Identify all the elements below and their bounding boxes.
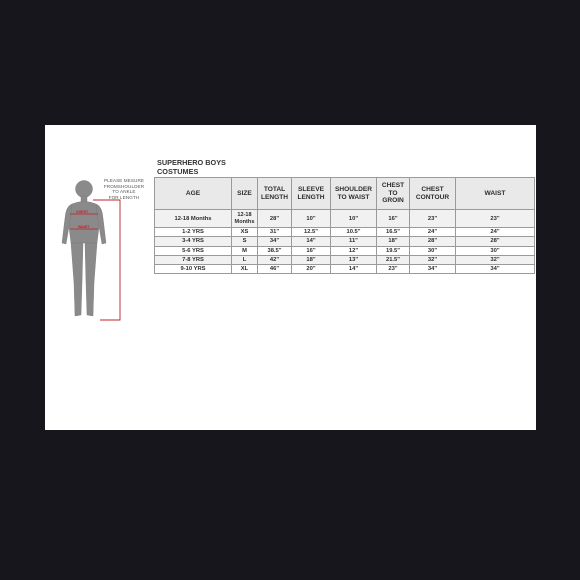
- header-cell-shoulder-to-waist: SHOULDER TO WAIST: [331, 178, 377, 210]
- table-cell: S: [232, 237, 258, 246]
- table-cell: 30": [410, 246, 456, 255]
- table-cell: 30": [456, 246, 535, 255]
- header-cell-size: SIZE: [232, 178, 258, 210]
- header-cell-chest-to-groin: CHEST TO GROIN: [377, 178, 410, 210]
- table-cell: 18": [377, 237, 410, 246]
- table-cell: M: [232, 246, 258, 255]
- header-row: [155, 178, 535, 210]
- table-cell: 42": [258, 255, 292, 264]
- table-cell: 5-6 YRS: [155, 246, 232, 255]
- table-cell: 12": [331, 246, 377, 255]
- table-row: [155, 228, 535, 237]
- header-cell-age: AGE: [155, 178, 232, 210]
- chart-title-line: COSTUMES: [157, 167, 199, 176]
- table-cell: XL: [232, 265, 258, 274]
- table-cell: 11": [331, 237, 377, 246]
- figure-right-leg: [85, 243, 97, 316]
- chest-label: CHEST: [76, 210, 89, 214]
- table-cell: 21.5": [377, 255, 410, 264]
- table-row: [155, 246, 535, 255]
- table-cell: 10": [331, 210, 377, 228]
- table-cell: 23": [410, 210, 456, 228]
- table-cell: 19.5": [377, 246, 410, 255]
- table-cell: 9-10 YRS: [155, 265, 232, 274]
- table-cell: 24": [410, 228, 456, 237]
- table-cell: XS: [232, 228, 258, 237]
- figure-left-leg: [71, 243, 83, 316]
- table-row: [155, 237, 535, 246]
- chart-title-line: SUPERHERO BOYS: [157, 158, 226, 167]
- table-cell: 16": [377, 210, 410, 228]
- table-cell: 12-18 Months: [232, 210, 258, 228]
- table-cell: 18": [292, 255, 331, 264]
- measure-note: [93, 178, 155, 200]
- table-cell: 24": [456, 228, 535, 237]
- table-cell: 3-4 YRS: [155, 237, 232, 246]
- table-cell: 38.5": [258, 246, 292, 255]
- figure-neck: [81, 196, 87, 202]
- table-cell: 28": [456, 237, 535, 246]
- table-cell: 1-2 YRS: [155, 228, 232, 237]
- table-cell: 20": [292, 265, 331, 274]
- header-cell-sleeve-length: SLEEVE LENGTH: [292, 178, 331, 210]
- table-row: [155, 210, 535, 228]
- table-cell: 23": [377, 265, 410, 274]
- table-cell: 14": [292, 237, 331, 246]
- table-cell: 32": [410, 255, 456, 264]
- table-cell: 28": [410, 237, 456, 246]
- table-cell: 46": [258, 265, 292, 274]
- figure-head: [76, 181, 93, 198]
- table-row: [155, 265, 535, 274]
- table-cell: 16.5": [377, 228, 410, 237]
- table-cell: 13": [331, 255, 377, 264]
- measure-note-line: TO ANKLE: [112, 189, 136, 195]
- waist-label: WAIST: [78, 225, 90, 229]
- table-cell: 34": [456, 265, 535, 274]
- table-cell: 34": [258, 237, 292, 246]
- size-table: [154, 177, 535, 274]
- size-chart-sheet: [45, 125, 536, 430]
- table-cell: 23": [456, 210, 535, 228]
- measure-note-line: PLEASE MESURE: [103, 178, 145, 183]
- table-cell: 31": [258, 228, 292, 237]
- header-cell-total-length: TOTAL LENGTH: [258, 178, 292, 210]
- table-cell: 16": [292, 246, 331, 255]
- table-row: [155, 255, 535, 264]
- figure-torso: [69, 202, 99, 244]
- header-cell-chest-contour: CHEST CONTOUR: [410, 178, 456, 210]
- table-cell: 7-8 YRS: [155, 255, 232, 264]
- measure-note-line: FOR LENGTH: [108, 194, 140, 200]
- measure-note-line: FROMSHOULDER: [103, 183, 145, 189]
- table-cell: 32": [456, 255, 535, 264]
- table-cell: L: [232, 255, 258, 264]
- table-cell: 12-18 Months: [155, 210, 232, 228]
- header-cell-waist: WAIST: [456, 178, 535, 210]
- table-cell: 12.5": [292, 228, 331, 237]
- table-cell: 34": [410, 265, 456, 274]
- table-cell: 10": [292, 210, 331, 228]
- table-cell: 28": [258, 210, 292, 228]
- table-cell: 14": [331, 265, 377, 274]
- chart-title: [157, 158, 226, 176]
- table-cell: 10.5": [331, 228, 377, 237]
